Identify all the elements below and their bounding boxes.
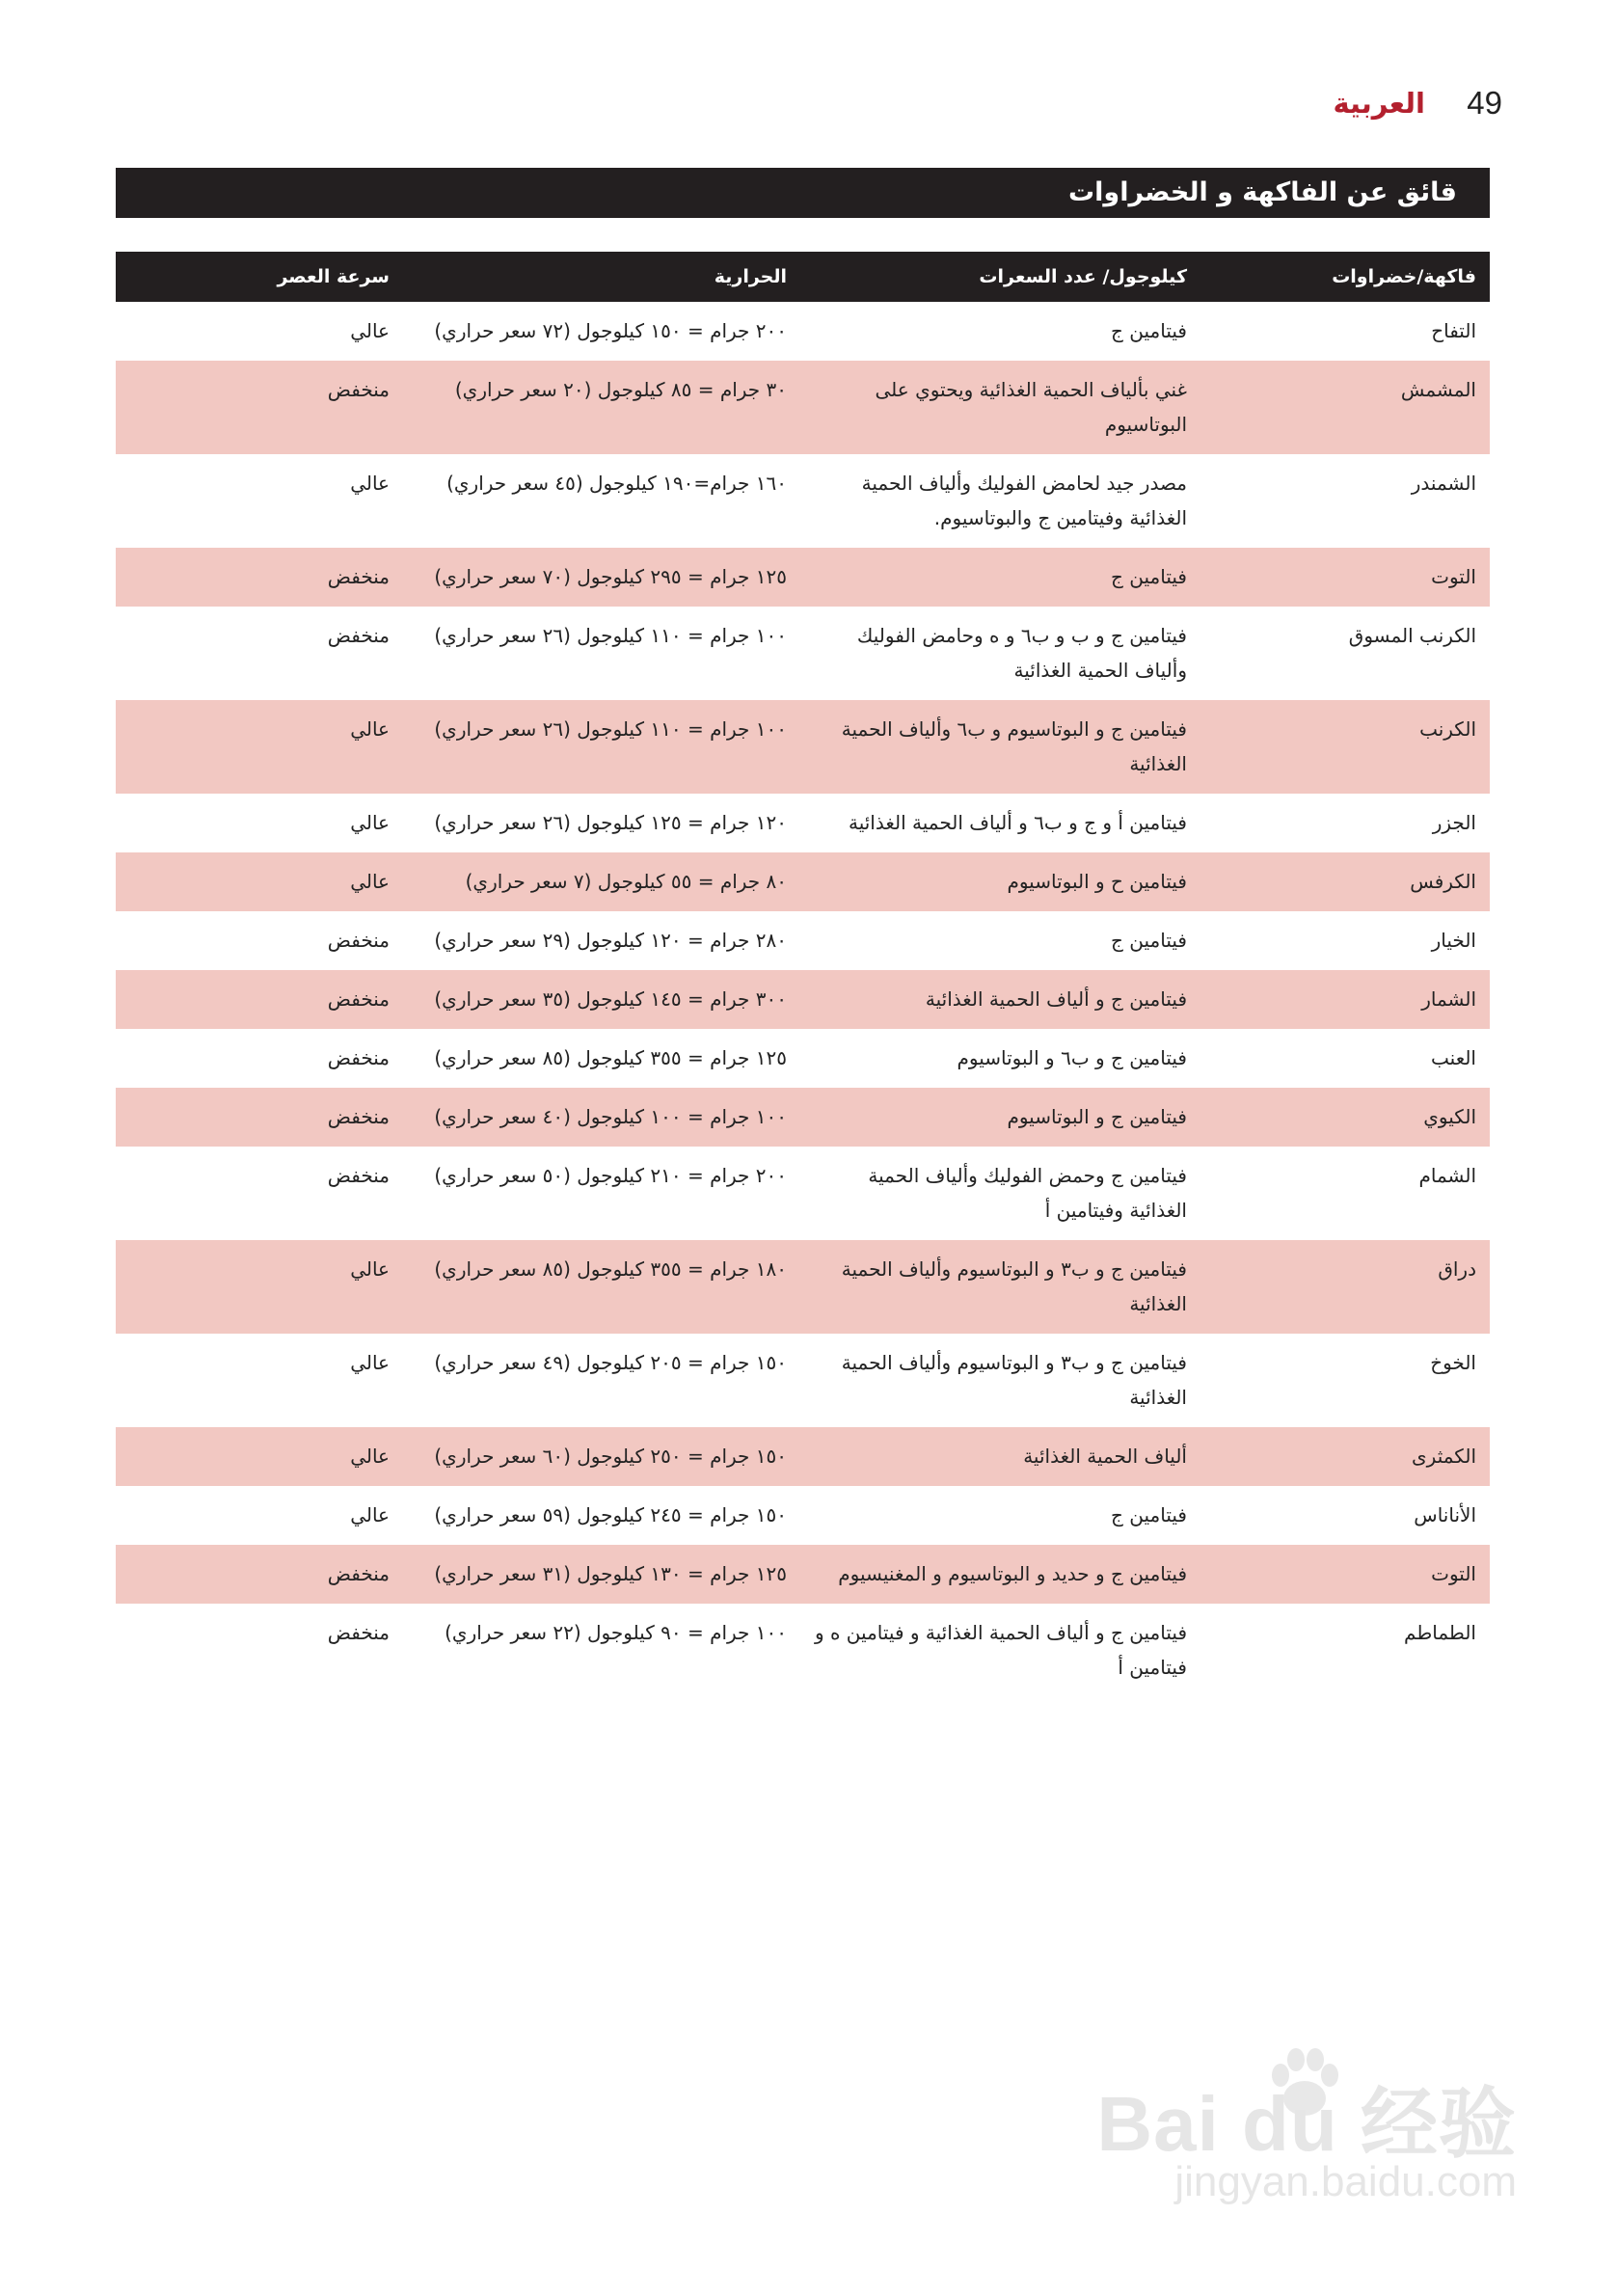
- cell-item: الأناناس: [1414, 1503, 1476, 1526]
- cell-calories: ١٢٥ جرام = ١٣٠ كيلوجول (٣١ سعر حراري): [403, 1545, 800, 1604]
- cell-calories: ١٨٠ جرام = ٣٥٥ كيلوجول (٨٥ سعر حراري): [403, 1240, 800, 1334]
- cell-nutrients: فيتامين ج و ب و ب٦ و ه وحامض الفوليك وألياف الحمية الغذائية: [856, 624, 1187, 682]
- section-title: قائق عن الفاكهة و الخضراوات: [116, 168, 1490, 218]
- cell-item: الشمار: [1200, 970, 1490, 1029]
- cell-juicing-speed: عالي: [350, 811, 390, 834]
- cell-item: الشمندر: [1411, 472, 1476, 495]
- cell-juicing-speed: عالي: [350, 1503, 390, 1526]
- cell-nutrients: فيتامين ج و ب٣ و البوتاسيوم وألياف الحمية الغذائية: [841, 1351, 1187, 1409]
- cell-nutrients: فيتامين ج وحمض الفوليك وألياف الحمية الغذائية وفيتامين أ: [868, 1164, 1187, 1222]
- cell-nutrients: فيتامين ج: [1111, 1503, 1187, 1526]
- cell-calories: ١٦٠ جرام=١٩٠ كيلوجول (٤٥ سعر حراري): [446, 472, 787, 495]
- table-row: [116, 852, 1490, 911]
- column-header-nutrients: كيلوجول/ عدد السعرات: [800, 252, 1200, 302]
- cell-calories: ١٢٥ جرام = ٣٥٥ كيلوجول (٨٥ سعر حراري): [434, 1046, 787, 1069]
- table-row: [116, 1545, 1490, 1604]
- table-row: [116, 700, 1490, 794]
- cell-calories: ١٢٥ جرام = ٢٩٥ كيلوجول (٧٠ سعر حراري): [403, 548, 800, 607]
- cell-item: دراق: [1200, 1240, 1490, 1334]
- cell-calories: ١٠٠ جرام = ١١٠ كيلوجول (٢٦ سعر حراري): [403, 700, 800, 794]
- cell-calories: ٣٠ جرام = ٨٥ كيلوجول (٢٠ سعر حراري): [403, 361, 800, 454]
- cell-nutrients: فيتامين ج: [1111, 319, 1187, 342]
- table-row: [116, 1029, 1490, 1088]
- cell-juicing-speed: عالي: [116, 852, 403, 911]
- cell-juicing-speed: منخفض: [327, 1621, 390, 1644]
- cell-calories: ٢٠٠ جرام = ١٥٠ كيلوجول (٧٢ سعر حراري): [434, 319, 787, 342]
- cell-item: التوت: [1200, 1545, 1490, 1604]
- cell-calories: ١٢٠ جرام = ١٢٥ كيلوجول (٢٦ سعر حراري): [434, 811, 787, 834]
- cell-calories: ١٠٠ جرام = ١١٠ كيلوجول (٢٦ سعر حراري): [434, 624, 787, 647]
- cell-calories: ١٠٠ جرام = ١٠٠ كيلوجول (٤٠ سعر حراري): [403, 1088, 800, 1147]
- cell-nutrients: فيتامين ج و ب٣ و البوتاسيوم وألياف الحمية الغذائية: [800, 1240, 1200, 1334]
- table-row: [116, 1604, 1490, 1697]
- watermark: [1064, 2042, 1517, 2211]
- watermark-brand: Bai du 经验: [1096, 2081, 1517, 2167]
- cell-item: الكرفس: [1200, 852, 1490, 911]
- cell-nutrients: فيتامين ج و ب٦ و البوتاسيوم: [957, 1046, 1187, 1069]
- cell-item: التفاح: [1431, 319, 1476, 342]
- cell-calories: ١٠٠ جرام = ٩٠ كيلوجول (٢٢ سعر حراري): [445, 1621, 787, 1644]
- cell-nutrients: فيتامين ح و البوتاسيوم: [800, 852, 1200, 911]
- cell-nutrients: فيتامين ج: [1111, 929, 1187, 952]
- cell-juicing-speed: عالي: [350, 1351, 390, 1374]
- cell-juicing-speed: منخفض: [327, 1046, 390, 1069]
- cell-calories: ٢٨٠ جرام = ١٢٠ كيلوجول (٢٩ سعر حراري): [434, 929, 787, 952]
- page-language-label: العربية: [1333, 87, 1425, 120]
- table-row: [116, 302, 1490, 361]
- cell-item: الكيوي: [1200, 1088, 1490, 1147]
- cell-nutrients: فيتامين ج و البوتاسيوم: [800, 1088, 1200, 1147]
- column-header-juicing-speed: سرعة العصر: [116, 252, 403, 302]
- cell-item: الطماطم: [1404, 1621, 1476, 1644]
- cell-item: الخوخ: [1430, 1351, 1476, 1374]
- cell-item: الخيار: [1431, 929, 1476, 952]
- cell-nutrients: فيتامين ج و ألياف الحمية الغذائية و فيتامين ه و فيتامين أ: [814, 1621, 1187, 1679]
- cell-calories: ٢٠٠ جرام = ٢١٠ كيلوجول (٥٠ سعر حراري): [434, 1164, 787, 1187]
- cell-juicing-speed: منخفض: [327, 929, 390, 952]
- watermark-url: jingyan.baidu.com: [1174, 2158, 1517, 2205]
- cell-juicing-speed: منخفض: [116, 970, 403, 1029]
- table-row: [116, 607, 1490, 700]
- table-body: [116, 302, 1490, 1697]
- cell-juicing-speed: عالي: [116, 700, 403, 794]
- table-row: [116, 1147, 1490, 1240]
- table-row: [116, 1240, 1490, 1334]
- cell-nutrients: فيتامين ج و ألياف الحمية الغذائية: [800, 970, 1200, 1029]
- cell-juicing-speed: عالي: [116, 1240, 403, 1334]
- cell-juicing-speed: منخفض: [116, 1088, 403, 1147]
- cell-nutrients: فيتامين أ و ج و ب٦ و ألياف الحمية الغذائية: [848, 811, 1187, 834]
- cell-juicing-speed: منخفض: [116, 1545, 403, 1604]
- table-row: [116, 1334, 1490, 1427]
- table-row: [116, 1427, 1490, 1486]
- cell-juicing-speed: عالي: [350, 472, 390, 495]
- cell-nutrients: فيتامين ج: [800, 548, 1200, 607]
- table-row: [116, 454, 1490, 548]
- cell-juicing-speed: منخفض: [116, 548, 403, 607]
- cell-juicing-speed: عالي: [350, 319, 390, 342]
- table-row: [116, 794, 1490, 852]
- column-header-calories: الحرارية: [403, 252, 800, 302]
- page-number: 49: [1467, 85, 1502, 121]
- cell-nutrients: فيتامين ج و حديد و البوتاسيوم و المغنيسيوم: [800, 1545, 1200, 1604]
- cell-item: المشمش: [1200, 361, 1490, 454]
- cell-calories: ١٥٠ جرام = ٢٠٥ كيلوجول (٤٩ سعر حراري): [434, 1351, 787, 1374]
- table-row: [116, 1088, 1490, 1147]
- table-row: [116, 548, 1490, 607]
- cell-juicing-speed: منخفض: [116, 361, 403, 454]
- table-row: [116, 1486, 1490, 1545]
- nutrition-table: [116, 252, 1490, 1697]
- cell-item: الجزر: [1432, 811, 1476, 834]
- cell-item: الكرنب المسوق: [1348, 624, 1476, 647]
- cell-item: العنب: [1431, 1046, 1476, 1069]
- cell-nutrients: مصدر جيد لحامض الفوليك وألياف الحمية الغذائية وفيتامين ج والبوتاسيوم.: [861, 472, 1187, 529]
- cell-item: الشمام: [1418, 1164, 1476, 1187]
- cell-juicing-speed: منخفض: [327, 624, 390, 647]
- table-row: [116, 911, 1490, 970]
- cell-juicing-speed: عالي: [116, 1427, 403, 1486]
- cell-calories: ٣٠٠ جرام = ١٤٥ كيلوجول (٣٥ سعر حراري): [403, 970, 800, 1029]
- table-row: [116, 970, 1490, 1029]
- cell-item: الكرنب: [1200, 700, 1490, 794]
- cell-item: التوت: [1200, 548, 1490, 607]
- cell-nutrients: ألياف الحمية الغذائية: [800, 1427, 1200, 1486]
- cell-nutrients: فيتامين ج و البوتاسيوم و ب٦ وألياف الحمية الغذائية: [800, 700, 1200, 794]
- table-row: [116, 361, 1490, 454]
- cell-item: الكمثرى: [1200, 1427, 1490, 1486]
- cell-calories: ٨٠ جرام = ٥٥ كيلوجول (٧ سعر حراري): [403, 852, 800, 911]
- cell-nutrients: غني بألياف الحمية الغذائية ويحتوي على البوتاسيوم: [800, 361, 1200, 454]
- cell-calories: ١٥٠ جرام = ٢٥٠ كيلوجول (٦٠ سعر حراري): [403, 1427, 800, 1486]
- page-header: [116, 85, 1502, 123]
- cell-calories: ١٥٠ جرام = ٢٤٥ كيلوجول (٥٩ سعر حراري): [434, 1503, 787, 1526]
- cell-juicing-speed: منخفض: [327, 1164, 390, 1187]
- column-header-item: فاكهة/خضراوات: [1200, 252, 1490, 302]
- table-header-row: [116, 252, 1490, 302]
